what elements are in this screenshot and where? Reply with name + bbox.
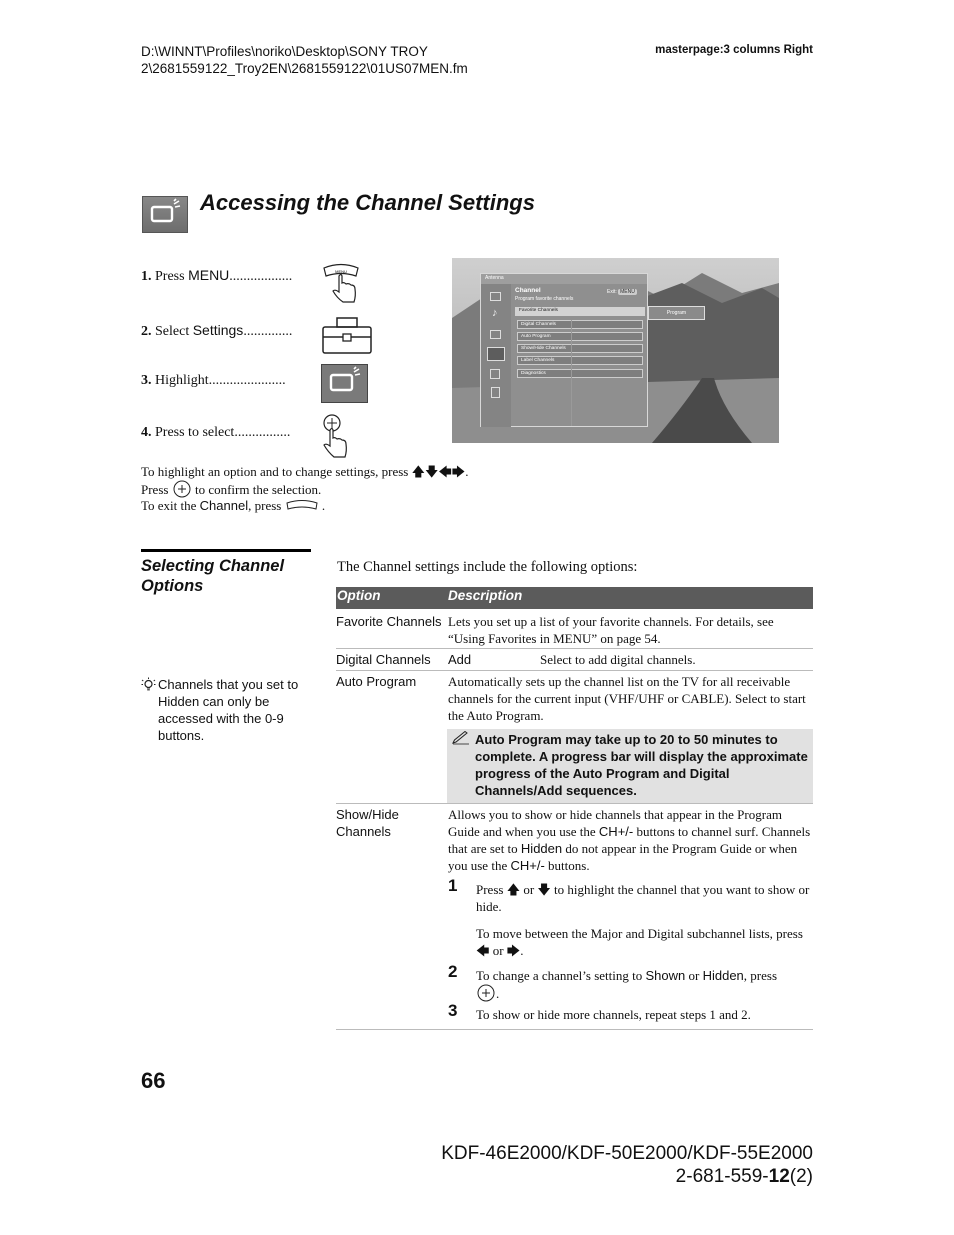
ch-key: CH+/- <box>510 858 545 873</box>
menu-item-digital-channels[interactable]: Digital Channels <box>517 320 643 329</box>
desc-text: buttons. <box>548 858 590 873</box>
section-intro: The Channel settings include the following options: <box>337 559 638 575</box>
step-text-part: or <box>523 882 535 897</box>
file-path <box>141 43 468 77</box>
step-1 <box>141 267 292 285</box>
arrow-up-icon: 🡅 <box>506 882 521 897</box>
sub-option-description: Select to add digital channels. <box>540 652 696 667</box>
menu-item-label-channels[interactable]: Label Channels <box>517 356 643 365</box>
step-number: 2. <box>141 324 152 339</box>
header-option: Option <box>337 588 381 603</box>
option-description <box>448 651 813 668</box>
option-description: Lets you set up a list of your favorite channels. For details, see “Using Favorites in MENU” on page 54. <box>448 614 774 646</box>
options-table <box>336 587 813 1030</box>
step-number: 2 <box>448 962 458 981</box>
table-row-show-hide-channels <box>336 804 813 1030</box>
tv-menu-screenshot <box>452 258 779 443</box>
menu-icon-bar <box>481 284 511 427</box>
instruction-key: Channel <box>199 498 249 513</box>
step-text: Press <box>155 269 189 284</box>
section-title: Selecting Channel Options <box>141 557 285 595</box>
select-button-icon <box>172 480 192 498</box>
step-text: Select <box>155 324 193 339</box>
header-description: Description <box>448 588 523 603</box>
toolbox-icon <box>321 315 373 360</box>
menu-button-icon <box>285 499 319 513</box>
channel-menu-icon[interactable] <box>487 347 505 361</box>
step-text-part: to highlight the channel that you want to show or hide. <box>476 882 810 914</box>
menu-divider <box>571 320 572 426</box>
step-text-part: To move between the Major and Digital subchannel lists, press <box>476 926 803 941</box>
footer-model-info <box>400 1142 813 1188</box>
select-button-icon <box>476 984 496 1002</box>
arrow-up-icon: 🡅 <box>411 464 425 479</box>
arrow-down-icon: 🡇 <box>424 464 439 479</box>
exit-hint <box>607 289 637 295</box>
menu-item-auto-program[interactable]: Auto Program <box>517 332 643 341</box>
menu-item-show-hide-channels[interactable]: Show/Hide Channels <box>517 344 643 353</box>
step-text-part: or <box>688 968 700 983</box>
step-key: MENU <box>188 267 230 283</box>
menu-panel <box>480 273 648 427</box>
parental-lock-icon <box>490 369 500 379</box>
procedure-step-2 <box>336 962 813 1002</box>
step-number: 3. <box>141 373 152 388</box>
masterpage-label: masterpage:3 columns Right <box>655 44 813 56</box>
step-2 <box>141 322 292 340</box>
option-name: Favorite Channels <box>336 614 442 629</box>
submenu-program[interactable]: Program <box>648 306 705 320</box>
option-name: Digital Channels <box>336 652 431 667</box>
screen-icon <box>490 330 501 339</box>
menu-button-press-icon <box>321 262 361 309</box>
model-numbers: KDF-46E2000/KDF-50E2000/KDF-55E2000 <box>441 1143 813 1164</box>
menu-subtitle: Program favorite channels <box>515 296 574 302</box>
instruction-text: Press <box>141 482 169 497</box>
step-number: 3 <box>448 1001 458 1020</box>
tip-note <box>141 676 316 744</box>
step-key: Settings <box>192 322 244 338</box>
instruction-text: To exit the <box>141 498 197 513</box>
ch-key: CH+/- <box>598 824 634 839</box>
table-row-favorite-channels <box>336 609 813 649</box>
step-text <box>476 881 813 915</box>
file-path-line-2: 2\2681559122_Troy2EN\2681559122\01US07MEN.fm <box>141 61 468 76</box>
file-path-line-1: D:\WINNT\Profiles\noriko\Desktop\SONY TROY <box>141 44 428 59</box>
pencil-note-icon <box>452 731 470 749</box>
step-dots: .................. <box>229 269 293 284</box>
desc-text: buttons to channel surf. Channels that are set to <box>448 824 811 856</box>
step-number: 4. <box>141 425 152 440</box>
option-name: Show/Hide Channels <box>336 807 399 839</box>
step-text: Highlight <box>155 373 209 388</box>
instruction-text: , press <box>248 498 282 513</box>
option-description <box>448 806 813 874</box>
page-number: 66 <box>141 1068 166 1093</box>
sound-icon: ♪ <box>492 307 498 319</box>
step-dots: ................ <box>234 425 291 440</box>
exit-label: Exit: <box>607 289 617 295</box>
menu-item-favorite-channels[interactable]: Favorite Channels <box>515 307 645 316</box>
input-label: Antenna <box>481 274 647 284</box>
step-dots: ...................... <box>208 373 286 388</box>
option-name: Auto Program <box>336 674 417 689</box>
select-button-press-icon <box>321 414 351 464</box>
menu-button-label: MENU <box>335 269 347 274</box>
instruction-line-1: To highlight an option and to change settings, press 🡅🡇🡄🡆. <box>141 464 469 479</box>
step-number: 1 <box>448 876 458 895</box>
note-text: Auto Program may take up to 20 to 50 minutes to complete. A progress bar will display the approximate progress of the Auto Program and Digital Channels/Add sequences. <box>475 732 808 798</box>
procedure-step-3 <box>336 1001 813 1023</box>
step-number: 1. <box>141 269 152 284</box>
channel-settings-icon <box>142 196 188 233</box>
document-code <box>400 1165 813 1188</box>
arrow-right-icon: 🡆 <box>451 464 466 479</box>
code-prefix: 2-681-559- <box>675 1166 769 1187</box>
step-text-part: To change a channel’s setting to <box>476 968 643 983</box>
step-extra-text: To move between the Major and Digital subchannel lists, press 🡄 or 🡆. <box>476 926 803 958</box>
step-text-part: or <box>492 943 504 958</box>
arrow-down-icon: 🡇 <box>537 882 551 897</box>
lightbulb-tip-icon <box>141 677 156 696</box>
step-text-part: Press <box>476 882 504 897</box>
section-rule <box>141 549 311 552</box>
menu-item-diagnostics[interactable]: Diagnostics <box>517 369 643 378</box>
instruction-text: To highlight an option and to change settings, press <box>141 464 409 479</box>
hidden-key: Hidden <box>702 968 744 983</box>
table-header <box>336 587 813 609</box>
tip-text: Channels that you set to Hidden can only be accessed with the 0-9 buttons. <box>158 677 299 743</box>
hidden-key: Hidden <box>520 841 563 856</box>
desc-text: do not appear in the Program Guide or when you use the <box>448 841 798 873</box>
procedure-step-1 <box>336 876 813 959</box>
option-description: Automatically sets up the channel list on the TV for all receivable channels for the current input (VHF/UHF or CABLE). Select to start the Auto Program. <box>448 674 806 723</box>
menu-title: Channel <box>515 287 541 294</box>
step-3 <box>141 373 286 389</box>
step-4 <box>141 425 290 441</box>
note-box <box>447 729 813 803</box>
step-text: Press to select <box>155 425 235 440</box>
table-row-auto-program <box>336 671 813 804</box>
desc-text: Allows you to show or hide channels that appear in the Program Guide and when you use the <box>448 807 782 839</box>
step-dots: .............. <box>243 324 293 339</box>
step-text: To show or hide more channels, repeat steps 1 and 2. <box>476 1007 751 1022</box>
arrow-left-icon: 🡄 <box>438 464 452 479</box>
channel-icon <box>321 364 368 408</box>
instruction-line-3: To exit the Channel, press . <box>141 498 326 513</box>
instruction-text: to confirm the selection. <box>194 482 322 497</box>
code-bold: 12 <box>768 1166 790 1187</box>
setup-icon <box>491 387 500 398</box>
shown-key: Shown <box>645 968 686 983</box>
instruction-line-2 <box>141 480 321 498</box>
step-text-part: , press <box>743 968 777 983</box>
table-row-digital-channels <box>336 649 813 671</box>
arrow-left-icon: 🡄 <box>476 943 490 958</box>
picture-icon <box>490 292 501 301</box>
arrow-right-icon: 🡆 <box>506 943 521 958</box>
sub-option-add: Add <box>448 652 472 667</box>
exit-key: MENU <box>620 289 635 295</box>
page-title: Accessing the Channel Settings <box>200 190 535 215</box>
step-text: To change a channel’s setting to Shown or Hidden, press . <box>476 968 777 1001</box>
code-suffix: (2) <box>789 1166 813 1187</box>
